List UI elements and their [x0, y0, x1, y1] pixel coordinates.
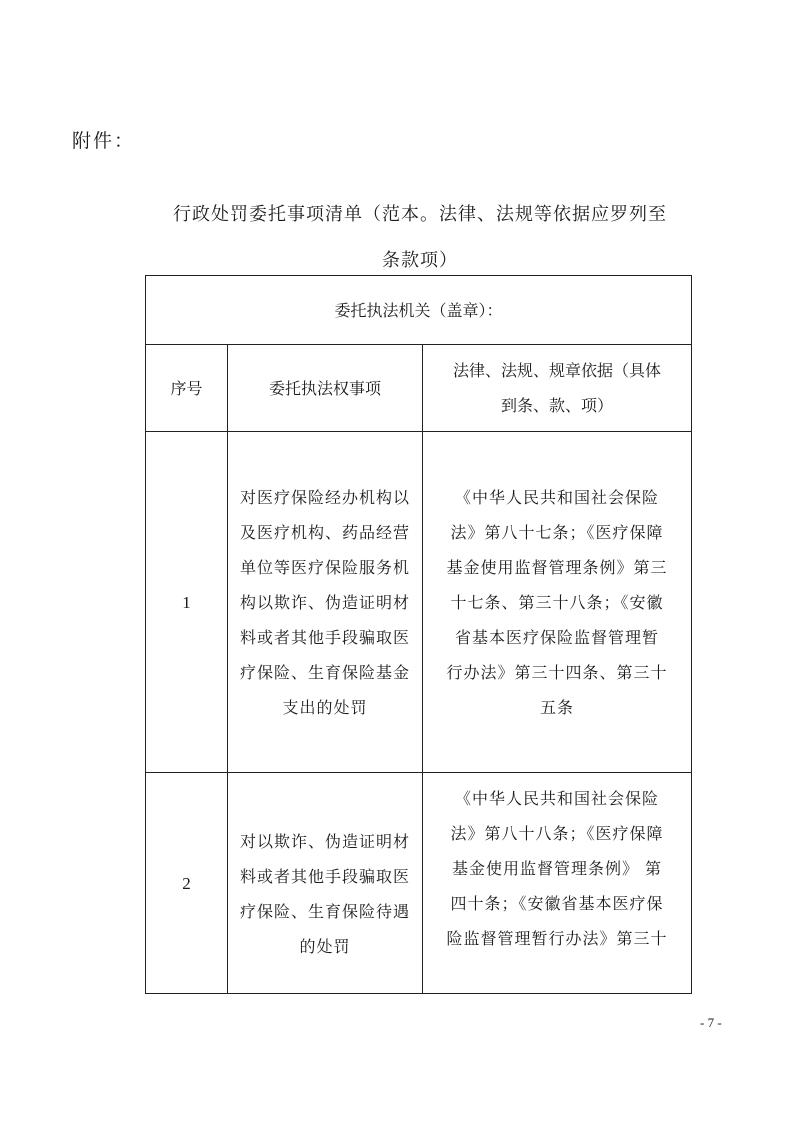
agency-row: [146, 276, 692, 345]
text-line: 《中华人民共和国社会保险: [455, 789, 660, 808]
text-line: 的处罚: [299, 937, 351, 956]
header-basis: [423, 345, 692, 432]
attachment-label: 附件：: [72, 130, 136, 152]
agency-cell: [146, 276, 692, 345]
title-line-1: 行政处罚委托事项清单（范本。法律、法规等依据应罗列至: [173, 204, 667, 225]
text-line: 料或者其他手段骗取医: [239, 867, 410, 886]
matter-lines: [228, 802, 422, 964]
text-line: 四十条；《安徽省基本医疗保: [450, 894, 664, 913]
text-line: 单位等医疗保险服务机: [239, 557, 410, 577]
text-line: 十七条、第三十八条；《安徽: [450, 592, 664, 612]
text-line: 五条: [540, 697, 575, 717]
delegation-table: [145, 275, 692, 994]
header-matter: 委托执法权事项: [228, 345, 423, 432]
agency-label: 委托执法机关（盖章）：: [334, 300, 503, 320]
row-basis: [423, 432, 692, 773]
text-line: 对以欺诈、伪造证明材: [239, 832, 410, 851]
text-line: 法》第八十八条；《医疗保障: [450, 824, 664, 843]
text-line: 省基本医疗保险监督管理暂: [455, 627, 660, 647]
header-basis-line: 到条、款、项）: [501, 396, 614, 415]
text-line: 险监督管理暂行办法》第三十: [446, 929, 668, 948]
header-basis-line: 法律、法规、规章依据（具体: [453, 361, 662, 380]
text-line: 支出的处罚: [282, 697, 368, 717]
matter-lines: [228, 480, 422, 725]
page-number: - 7 -: [700, 1015, 722, 1030]
text-line: 料或者其他手段骗取医: [239, 627, 410, 647]
table-row: [146, 432, 692, 773]
header-row: [146, 345, 692, 432]
row-serial: 1: [146, 432, 228, 773]
text-line: 基金使用监督管理条例》 第: [451, 859, 663, 878]
row-serial: 2: [146, 773, 228, 994]
row-matter: [228, 773, 423, 994]
text-line: 法》第八十七条；《医疗保障: [450, 522, 664, 542]
basis-lines: [423, 773, 691, 993]
text-line: 行办法》第三十四条、第三十: [446, 662, 668, 682]
text-line: 《中华人民共和国社会保险: [455, 487, 660, 507]
text-line: 疗保险、生育保险基金: [239, 662, 410, 682]
basis-lines: [423, 480, 691, 725]
header-serial: 序号: [146, 345, 228, 432]
title-line-2: 条款项）: [382, 250, 458, 271]
text-line: 基金使用监督管理条例》第三: [446, 557, 668, 577]
text-line: 对医疗保险经办机构以: [239, 487, 410, 507]
document-title: [150, 192, 690, 284]
row-basis: [423, 773, 692, 994]
text-line: 及医疗机构、药品经营: [239, 522, 410, 542]
row-matter: [228, 432, 423, 773]
text-line: 构以欺诈、伪造证明材: [239, 592, 410, 612]
table-row: [146, 773, 692, 994]
text-line: 疗保险、生育保险待遇: [239, 902, 410, 921]
